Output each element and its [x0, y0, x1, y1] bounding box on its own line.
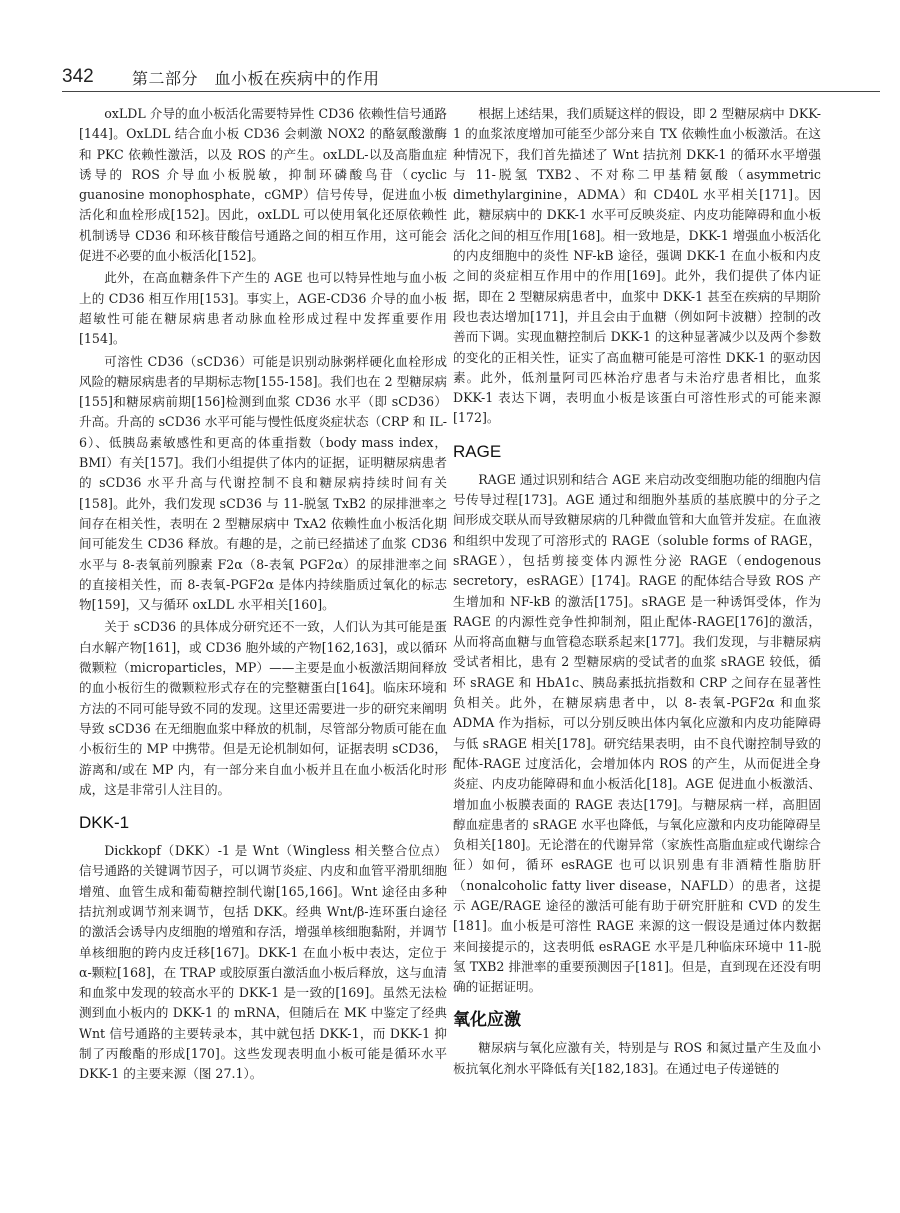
chapter-title: 第二部分 血小板在疾病中的作用 [132, 69, 380, 88]
page-number: 342 [62, 66, 94, 87]
page-header [40, 62, 860, 94]
paragraph-dkk1-continued: 根据上述结果，我们质疑这样的假设，即 2 型糖尿病中 DKK-1 的血浆浓度增加可能至少部分来自 TX 依赖性血小板激活。在这种情况下，我们首先描述了 Wnt 拮抗剂 DKK-1 的循环水平增强与 11-脱氢 TXB2、不对称二甲基精氨酸（asymmetric dimethylarginine，ADMA）和 CD40L 水平相关[171]。因此，糖尿病中的 DKK-1 水平可反映炎症、内皮功能障碍和血小板活化之间的相互作用[168]。相一致地是，DKK-1 增强血小板活化的内皮细胞中的炎性 NF-kB 途径，强调 DKK-1 在血小板和内皮之间的炎症相互作用中的作用[169]。此外，我们提供了体内证据，即在 2 型糖尿病患者中，血浆中 DKK-1 甚至在疾病的早期阶段也表达增加[171]，并且会由于血糖（例如阿卡波糖）控制的改善而下调。实现血糖控制后 DKK-1 的这种显著减少以及两个参数的变化的正相关性，证实了高血糖可能是可溶性 DKK-1 的驱动因素。此外，低剂量阿司匹林治疗患者与未治疗患者相比，血浆 DKK-1 表达下调，表明血小板是该蛋白可溶性形式的可能来源[172]。 [453, 106, 821, 426]
paragraph-scd36-composition: 关于 sCD36 的具体成分研究还不一致，人们认为其可能是蛋白水解产物[161]，或 CD36 胞外域的产物[162,163]，或以循环微颗粒（microparticles，MP）——主要是血小板激活期间释放的血小板衍生的微颗粒形式存在的完整糖蛋白[164]。临床环境和方法的不同可能导致不同的发现。这里还需要进一步的研究来阐明导致 sCD36 在无细胞血浆中释放的机制，尽管部分物质可能在血小板衍生的 MP 中携带。但是无论机制如何，证据表明 sCD36，游离和/或在 MP 内，有一部分来自血小板并且在血小板活化时形成，这是非常引人注目的。 [79, 619, 447, 797]
header-rule [62, 91, 880, 92]
paragraph-oxidative-stress: 糖尿病与氧化应激有关，特别是与 ROS 和氮过量产生及血小板抗氧化剂水平降低有关[182,183]。在通过电子传递链的 [453, 1040, 821, 1076]
paragraph-oxldl: oxLDL 介导的血小板活化需要特异性 CD36 依赖性信号通路[144]。OxLDL 结合血小板 CD36 会刺激 NOX2 的酪氨酸激酶和 PKC 依赖性激活，以及 ROS 的产生。oxLDL-以及高脂血症诱导的 ROS 介导血小板脱敏，抑制环磷酸鸟苷（cyclic guanosine monophosphate，cGMP）信号传导，促进血小板活化和血栓形成[152]。因此，oxLDL 可以使用氧化还原依赖性机制诱导 CD36 和环核苷酸信号通路之间的相互作用，这可能会促进不必要的血小板活化[152]。 [79, 106, 447, 264]
section-heading-oxidative-stress: 氧化应激 [453, 1010, 521, 1031]
paragraph-age-cd36: 此外，在高血糖条件下产生的 AGE 也可以特异性地与血小板上的 CD36 相互作用[153]。事实上，AGE-CD36 介导的血小板超敏性可能在糖尿病患者动脉血栓形成过程中发挥重要作用[154]。 [79, 270, 447, 347]
paragraph-dkk1: Dickkopf（DKK）-1 是 Wnt（Wingless 相关整合位点）信号通路的关键调节因子，可以调节炎症、内皮和血管平滑肌细胞增殖、血管生成和葡萄糖控制代谢[165,166]。Wnt 途径由多种拮抗剂或调节剂来调节，包括 DKK。经典 Wnt/β-连环蛋白途径的激活会诱导内皮细胞的增殖和存活，增强单核细胞黏附，并调节单核细胞的跨内皮迁移[167]。DKK-1 在血小板中表达，定位于 α-颗粒[168]，在 TRAP 或胶原蛋白激活血小板后释放，这与血清和血浆中发现的较高水平的 DKK-1 是一致的[169]。虽然无法检测到血小板内的 DKK-1 的 mRNA，但随后在 MK 中鉴定了经典 Wnt 信号通路的主要转录本，其中就包括 DKK-1，而 DKK-1 抑制了丙酸酯的形成[170]。这些发现表明血小板可能是循环水平 DKK-1 的主要来源（图 27.1）。 [79, 843, 447, 1082]
section-heading-dkk1: DKK-1 [79, 813, 130, 833]
paragraph-rage: RAGE 通过识别和结合 AGE 来启动改变细胞功能的细胞内信号传导过程[173]。AGE 通过和细胞外基质的基底膜中的分子之间形成交联从而导致糖尿病的几种微血管和大血管并发症。在血液和组织中发现了可溶形式的 RAGE（soluble forms of RAGE，sRAGE），包括剪接变体内源性分泌 RAGE（endogenous secretory，esRAGE）[174]。RAGE 的配体结合导致 ROS 产生增加和 NF-kB 的激活[175]。sRAGE 是一种诱饵受体，作为 RAGE 的内源性竞争性抑制剂，阻止配体-RAGE[176]的激活，从而将高血糖与血管稳态联系起来[177]。我们发现，与非糖尿病受试者相比，患有 2 型糖尿病的受试者的血浆 sRAGE 较低，循环 sRAGE 和 HbA1c、胰岛素抵抗指数和 CRP 之间存在显著性负相关。此外，在糖尿病患者中，以 8-表氧-PGF2α 和血浆 ADMA 作为指标，可以分别反映出体内氧化应激和内皮功能障碍与低 sRAGE 相关[178]。研究结果表明，由不良代谢控制导致的配体-RAGE 过度活化，会增加体内 ROS 的产生，从而促进全身炎症、内皮功能障碍和血小板活化[18]。AGE 促进血小板激活、增加血小板膜表面的 RAGE 表达[179]。与糖尿病一样，高胆固醇血症患者的 sRAGE 水平也降低，与氧化应激和内皮功能障碍呈负相关[180]。无论潜在的代谢异常（家族性高脂血症或代谢综合征）如何，循环 esRAGE 也可以识别患有非酒精性脂肪肝（nonalcoholic fatty liver disease，NAFLD）的患者，这提示 AGE/RAGE 途径的激活可能有助于研究肝脏和 CVD 的发生[181]。血小板是可溶性 RAGE 来源的这一假设是通过体内数据来间接提示的，这表明低 esRAGE 水平是几种临床环境中 11-脱氢 TXB2 排泄率的重要预测因子[181]。但是，直到现在还没有明确的证据证明。 [453, 471, 821, 995]
left-column [79, 104, 447, 1204]
section-heading-rage: RAGE [453, 441, 502, 461]
right-column [453, 104, 821, 1204]
paragraph-scd36: 可溶性 CD36（sCD36）可能是识别动脉粥样硬化血栓形成风险的糖尿病患者的早期标志物[155-158]。我们也在 2 型糖尿病[155]和糖尿病前期[156]检测到血浆 CD36 水平（即 sCD36）升高。升高的 sCD36 水平可能与慢性低度炎症状态（CRP 和 IL-6）、低胰岛素敏感性和更高的体重指数（body mass index，BMI）有关[157]。我们小组提供了体内的证据，证明糖尿病患者的 sCD36 水平升高与代谢控制不良和糖尿病持续时间有关[158]。此外，我们发现 sCD36 与 11-脱氢 TxB2 的尿排泄率之间存在相关性，表明在 2 型糖尿病中 TxA2 依赖性血小板活化期间可能发生 CD36 释放。有趣的是，之前已经描述了血浆 CD36 水平与 8-表氧前列腺素 F2α（8-表氧 PGF2α）的尿排泄率之间的直接相关性，而 8-表氧-PGF2α 是体内持续脂质过氧化的标志物[159]，又与循环 oxLDL 水平相关[160]。 [79, 353, 447, 613]
